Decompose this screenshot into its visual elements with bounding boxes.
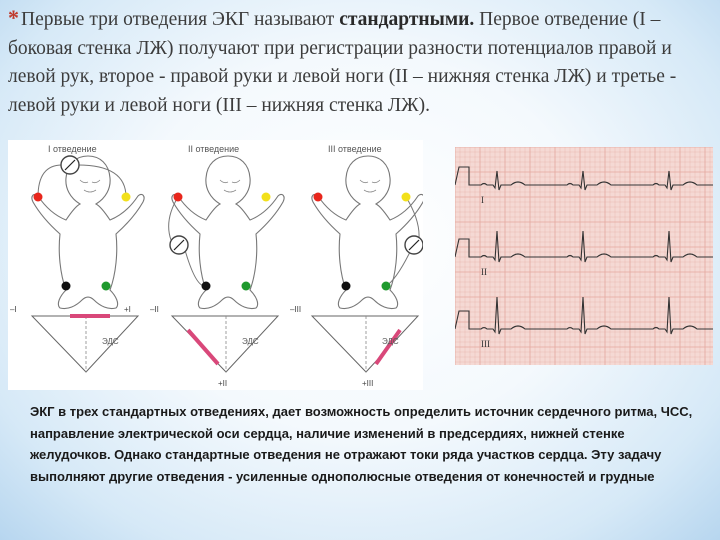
electrode-left-arm (122, 193, 131, 202)
axis-negative-label: –II (150, 305, 159, 314)
axis-negative-label: –III (290, 305, 302, 314)
lead-panel-3 (290, 144, 423, 388)
paragraph-part-2: Первое отведение (I – боковая стенка ЛЖ) получают при регистрации разности потенциалов правой и левой рук, второе - правой руки и левой ноги (II – нижняя стенка ЛЖ) и третье - левой руки и левой ноги (III – нижняя стенка ЛЖ). (8, 9, 677, 116)
eds-label: ЭДС (242, 337, 259, 346)
eds-label: ЭДС (382, 337, 399, 346)
axis-positive-label: +III (362, 379, 374, 388)
lead-label: I (481, 195, 484, 205)
lead-heading: III отведение (328, 144, 382, 154)
eds-vector (376, 330, 400, 364)
limb-leads-svg (8, 140, 423, 390)
main-paragraph (8, 4, 708, 120)
electrode-right-arm (174, 193, 183, 202)
einthoven-triangle (312, 316, 418, 372)
bullet-marker: * (8, 5, 19, 30)
electrode-right-leg (62, 282, 71, 291)
paragraph-part-1: Первые три отведения ЭКГ называют (21, 9, 340, 30)
lead-label: III (481, 339, 490, 349)
einthoven-triangle (32, 316, 138, 372)
electrode-right-leg (202, 282, 211, 291)
axis-positive-label: +I (124, 305, 131, 314)
electrode-left-arm (262, 193, 271, 202)
paragraph-bold-term: стандартными. (339, 9, 475, 30)
lead-heading: II отведение (188, 144, 240, 154)
body-outline (172, 156, 284, 309)
body-outline (312, 156, 423, 309)
eds-vector (188, 330, 218, 364)
body-outline (32, 156, 144, 309)
einthoven-triangle (172, 316, 278, 372)
caption-text: ЭКГ в трех стандартных отведениях, дает возможность определить источник сердечного ритма, ЧСС, направление электрической оси сердца, наличие изменений в предсердиях, нижней стенке желудочков. Однако стандартные отведения не отражают токи ряда участков сердца. Эту задачу выполняют другие отведения - усиленные однополюсные отведения от конечностей и грудные (30, 404, 693, 484)
ecg-strip-svg (455, 147, 713, 365)
lead-panel-1 (10, 144, 144, 372)
electrode-left-leg (382, 282, 391, 291)
lead-heading: I отведение (48, 144, 97, 154)
lead-label: II (481, 267, 487, 277)
ecg-trace-lead-3 (455, 297, 713, 334)
ecg-trace-lead-1 (455, 167, 713, 190)
electrode-right-arm (314, 193, 323, 202)
limb-leads-diagram (8, 140, 423, 390)
axis-negative-label: –I (10, 305, 17, 314)
axis-positive-label: +II (218, 379, 228, 388)
electrode-left-leg (102, 282, 111, 291)
ecg-strip (455, 147, 713, 365)
ecg-trace-lead-2 (455, 231, 713, 262)
electrode-right-leg (342, 282, 351, 291)
lead-panel-2 (150, 144, 284, 388)
electrode-left-leg (242, 282, 251, 291)
electrode-left-arm (402, 193, 411, 202)
electrode-right-arm (34, 193, 43, 202)
eds-label: ЭДС (102, 337, 119, 346)
